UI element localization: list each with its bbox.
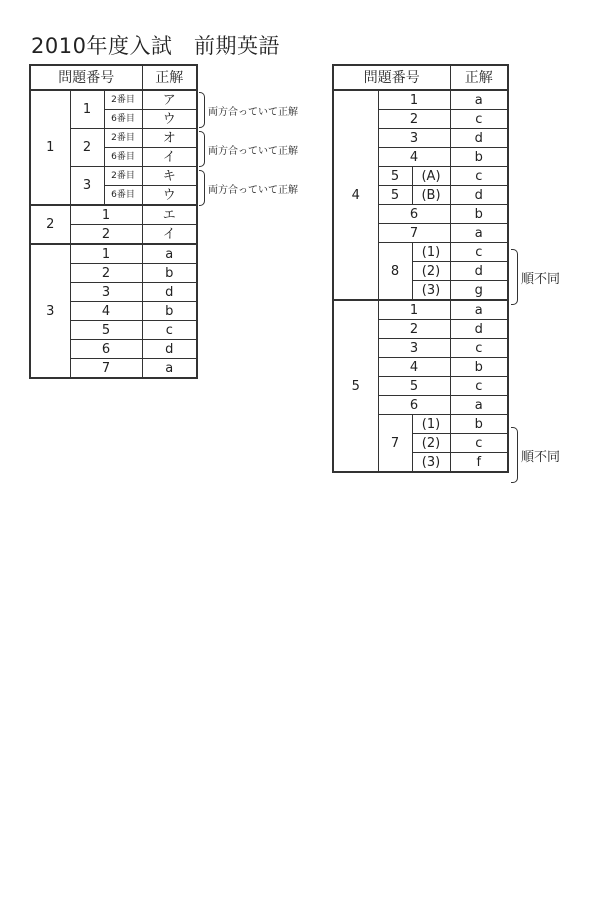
answer-cell: a: [142, 244, 197, 264]
sub-item-label: (1): [412, 243, 450, 262]
item-number: 2: [378, 320, 450, 339]
item-number: 8: [378, 243, 412, 301]
answer-table-left: [29, 64, 198, 379]
answer-cell: f: [450, 453, 508, 473]
answer-cell: c: [142, 321, 197, 340]
answer-cell: c: [450, 377, 508, 396]
order-position: 6番目: [104, 148, 142, 167]
answer-cell: ウ: [142, 110, 197, 129]
answer-cell: b: [450, 415, 508, 434]
question-label: 3: [30, 244, 70, 378]
answer-cell: ウ: [142, 186, 197, 206]
note-any-order: [511, 249, 560, 305]
note-text: 順不同: [521, 271, 561, 287]
item-number: 5: [70, 321, 142, 340]
sub-item-label: (2): [412, 262, 450, 281]
answer-cell: エ: [142, 205, 197, 225]
answer-cell: b: [142, 264, 197, 283]
table-header-row: [333, 65, 508, 90]
item-number: 5: [378, 377, 450, 396]
answer-cell: c: [450, 434, 508, 453]
answer-cell: d: [450, 129, 508, 148]
item-number: 3: [70, 283, 142, 302]
item-number: 5: [378, 186, 412, 205]
sub-item-label: (3): [412, 281, 450, 301]
header-question-no: 問題番号: [30, 65, 142, 90]
answer-cell: ア: [142, 90, 197, 110]
answer-cell: d: [142, 340, 197, 359]
answer-cell: b: [142, 302, 197, 321]
item-number: 5: [378, 167, 412, 186]
sub-number: 3: [70, 167, 104, 206]
order-position: 6番目: [104, 186, 142, 206]
order-position: 6番目: [104, 110, 142, 129]
note-text: 両方合っていて正解: [208, 145, 298, 157]
answer-cell: d: [142, 283, 197, 302]
sub-item-label: (A): [412, 167, 450, 186]
item-number: 4: [70, 302, 142, 321]
item-number: 2: [70, 264, 142, 283]
question-label: 1: [30, 90, 70, 205]
item-number: 7: [378, 415, 412, 473]
item-number: 1: [70, 205, 142, 225]
question-label: 2: [30, 205, 70, 244]
sub-number: 2: [70, 129, 104, 167]
answer-cell: a: [450, 300, 508, 320]
brace: [199, 131, 205, 167]
answer-cell: g: [450, 281, 508, 301]
answer-cell: イ: [142, 148, 197, 167]
note-text: 両方合っていて正解: [208, 106, 298, 118]
answer-cell: d: [450, 320, 508, 339]
item-number: 6: [378, 205, 450, 224]
answer-cell: d: [450, 262, 508, 281]
table-row: [30, 205, 197, 225]
note-both-correct: [199, 131, 298, 167]
answer-table-right: [332, 64, 509, 473]
brace: [199, 92, 205, 128]
item-number: 2: [70, 225, 142, 245]
item-number: 4: [378, 358, 450, 377]
answer-cell: a: [450, 396, 508, 415]
sub-number: 1: [70, 90, 104, 129]
answer-cell: c: [450, 110, 508, 129]
answer-cell: キ: [142, 167, 197, 186]
item-number: 3: [378, 339, 450, 358]
answer-cell: オ: [142, 129, 197, 148]
table-row: [30, 90, 197, 110]
answer-cell: a: [450, 224, 508, 243]
order-position: 2番目: [104, 129, 142, 148]
brace: [511, 249, 518, 305]
note-any-order: [511, 427, 560, 483]
answer-cell: d: [450, 186, 508, 205]
item-number: 7: [378, 224, 450, 243]
order-position: 2番目: [104, 167, 142, 186]
table-row: [333, 90, 508, 110]
item-number: 4: [378, 148, 450, 167]
order-position: 2番目: [104, 90, 142, 110]
table-row: [333, 300, 508, 320]
table-row: [30, 244, 197, 264]
answer-cell: a: [142, 359, 197, 379]
answer-cell: b: [450, 205, 508, 224]
note-text: 両方合っていて正解: [208, 184, 298, 196]
answer-cell: c: [450, 243, 508, 262]
item-number: 6: [378, 396, 450, 415]
note-both-correct: [199, 92, 298, 128]
sub-item-label: (B): [412, 186, 450, 205]
page-title: 2010年度入試 前期英語: [31, 34, 280, 58]
answer-cell: イ: [142, 225, 197, 245]
header-answer: 正解: [450, 65, 508, 90]
item-number: 7: [70, 359, 142, 379]
header-question-no: 問題番号: [333, 65, 450, 90]
note-both-correct: [199, 170, 298, 206]
item-number: 1: [70, 244, 142, 264]
answer-cell: c: [450, 339, 508, 358]
brace: [199, 170, 205, 206]
sub-item-label: (1): [412, 415, 450, 434]
answer-cell: a: [450, 90, 508, 110]
table-header-row: [30, 65, 197, 90]
note-text: 順不同: [521, 449, 561, 465]
question-label: 5: [333, 300, 378, 472]
item-number: 1: [378, 300, 450, 320]
item-number: 1: [378, 90, 450, 110]
answer-cell: c: [450, 167, 508, 186]
sub-item-label: (2): [412, 434, 450, 453]
item-number: 6: [70, 340, 142, 359]
sub-item-label: (3): [412, 453, 450, 473]
answer-cell: b: [450, 358, 508, 377]
brace: [511, 427, 518, 483]
item-number: 2: [378, 110, 450, 129]
header-answer: 正解: [142, 65, 197, 90]
question-label: 4: [333, 90, 378, 300]
item-number: 3: [378, 129, 450, 148]
answer-cell: b: [450, 148, 508, 167]
